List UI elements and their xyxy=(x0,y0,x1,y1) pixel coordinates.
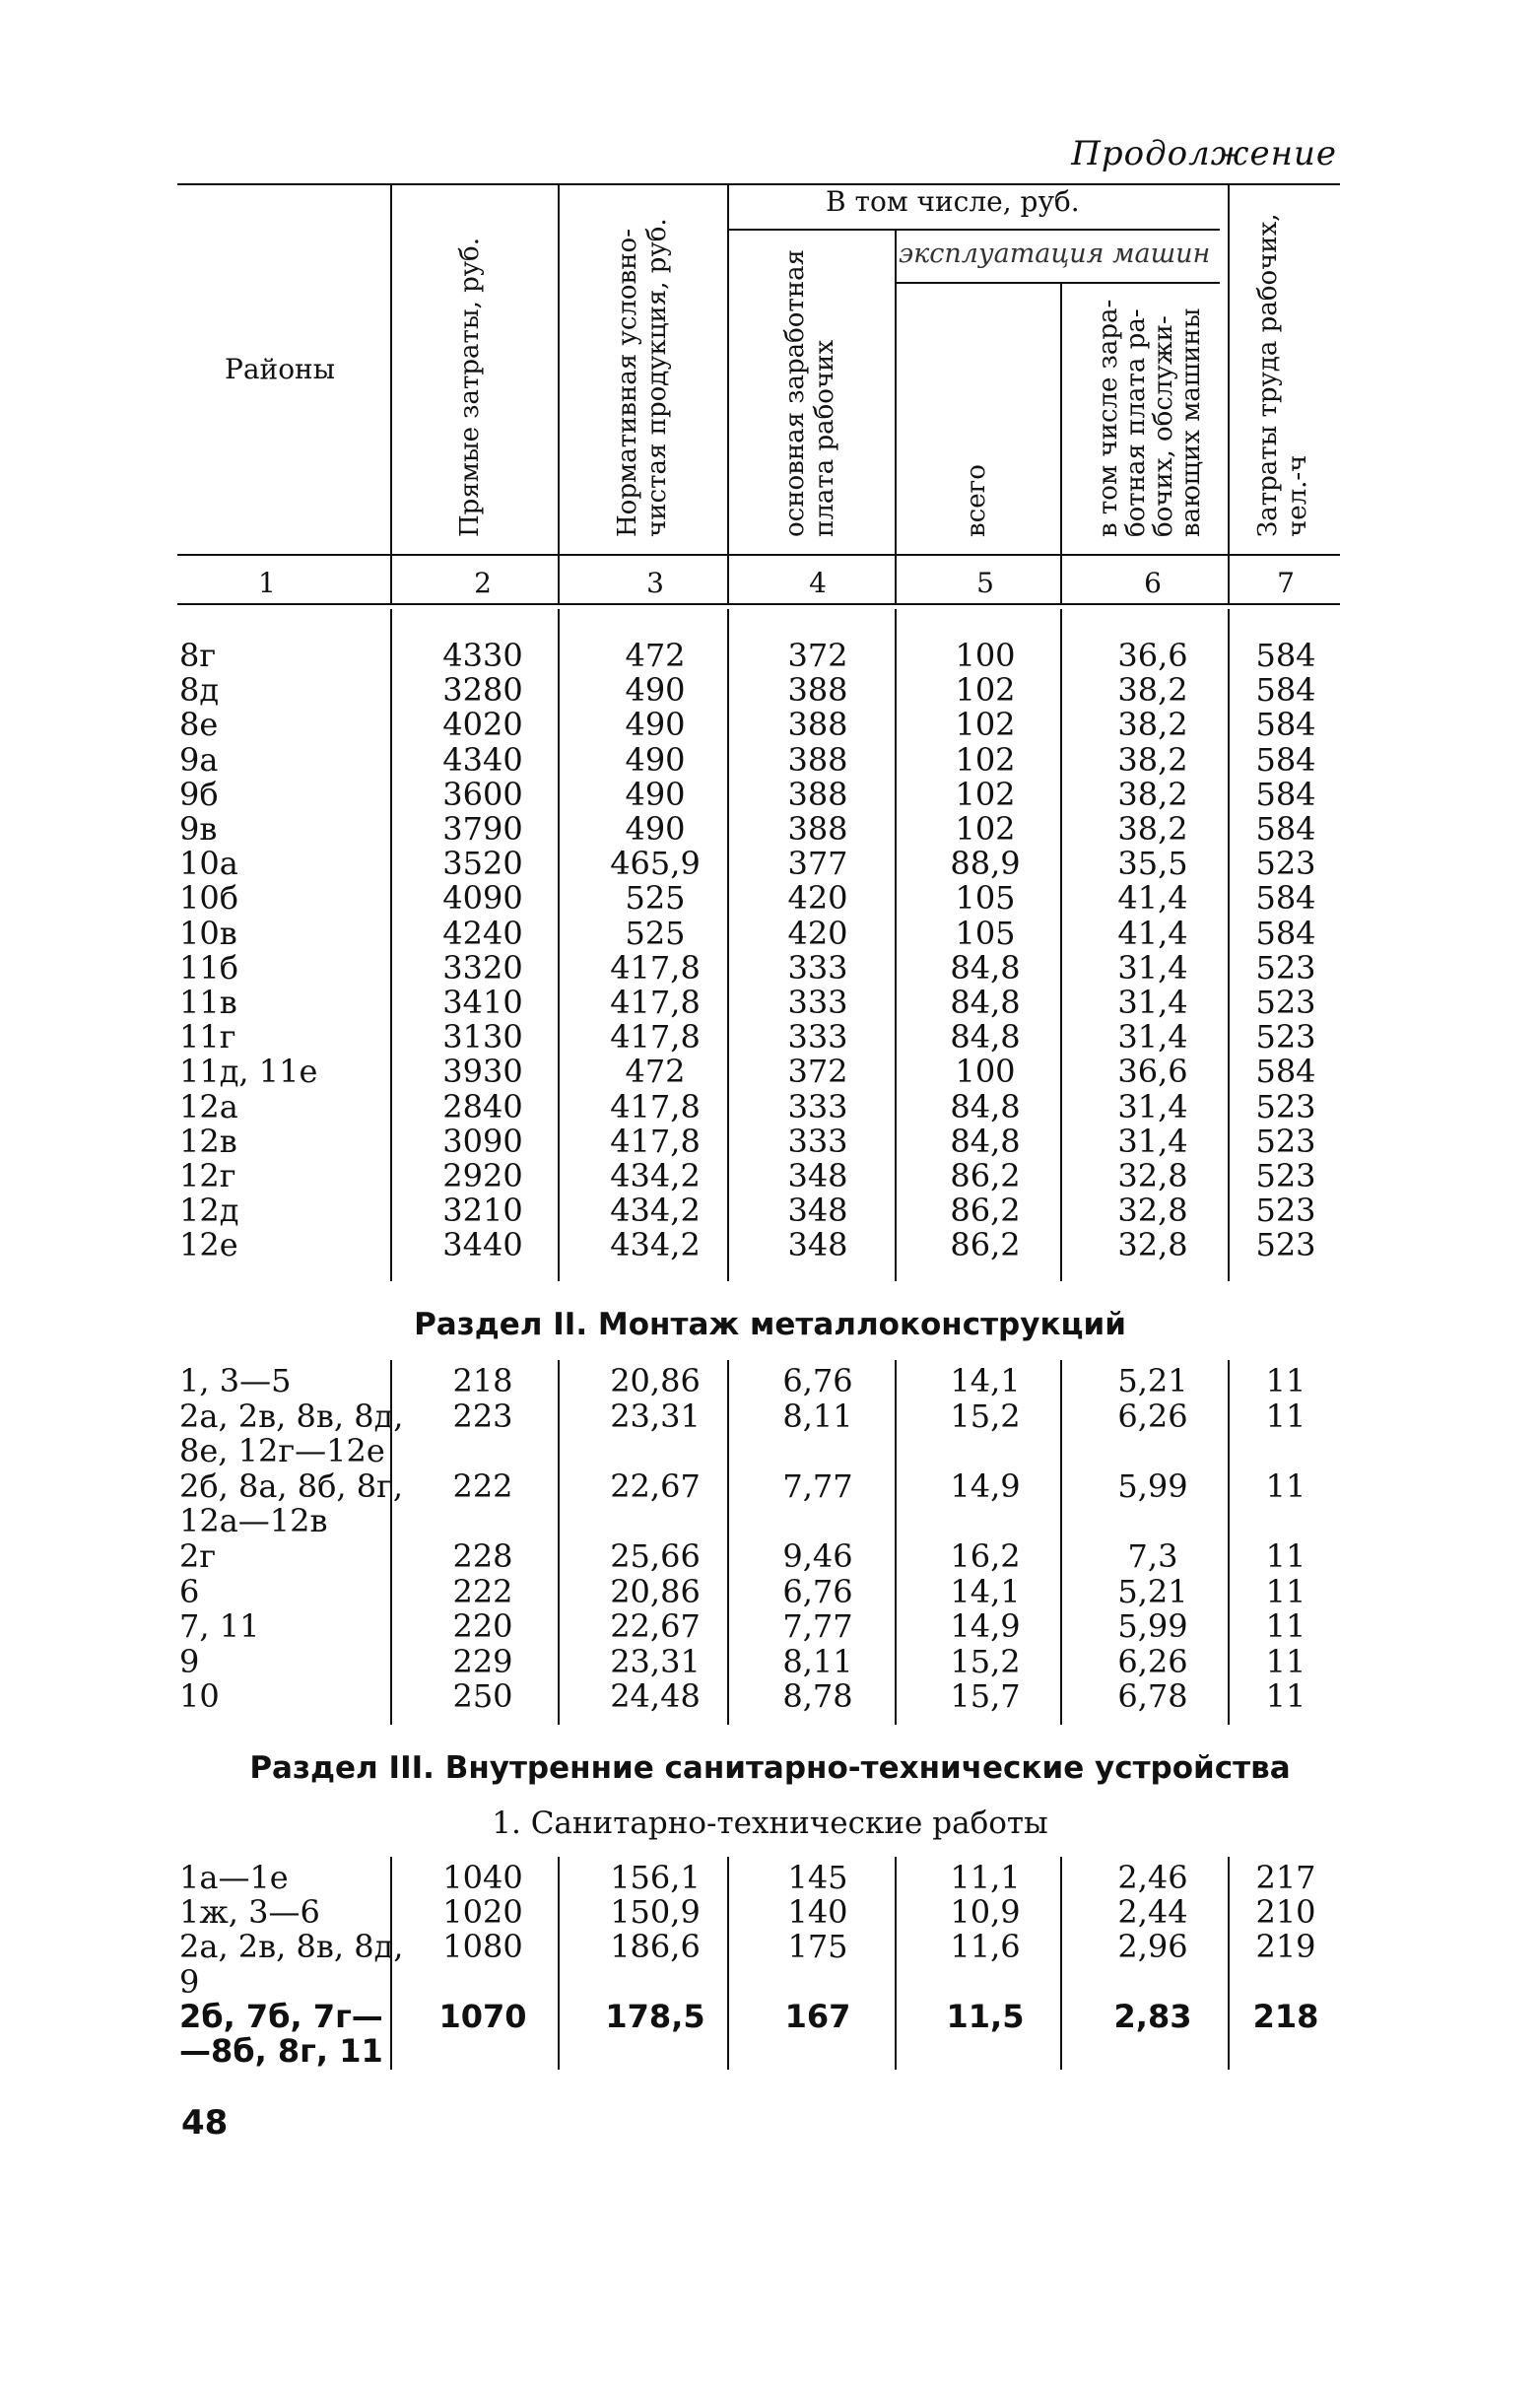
value-cell: 219 xyxy=(1255,1928,1316,1966)
value-cell: 11 xyxy=(1265,1397,1306,1435)
table-row xyxy=(0,1159,1540,1193)
value-cell: 434,2 xyxy=(610,1157,701,1194)
value-cell: 14,9 xyxy=(950,1466,1021,1505)
header-col-divider xyxy=(390,183,392,603)
header-col-divider xyxy=(558,183,560,603)
value-cell: 86,2 xyxy=(950,1192,1021,1230)
value-cell: 584 xyxy=(1255,810,1316,848)
value-cell: 38,2 xyxy=(1117,740,1188,779)
value-cell: 472 xyxy=(625,637,686,674)
col-machine-total-header: всего xyxy=(962,464,991,537)
district-cell: 10в xyxy=(179,914,237,952)
value-cell: 584 xyxy=(1255,706,1316,744)
value-cell: 333 xyxy=(787,948,848,987)
value-cell: 333 xyxy=(787,1122,848,1160)
group-including-header: В том числе, руб. xyxy=(826,185,1080,218)
district-cell: 12д xyxy=(179,1192,239,1230)
value-cell: 584 xyxy=(1255,879,1316,918)
value-cell: 84,8 xyxy=(950,1018,1021,1057)
value-cell: 4340 xyxy=(442,740,523,779)
value-cell: 6,76 xyxy=(782,1362,853,1399)
value-cell: 23,31 xyxy=(610,1642,701,1680)
table-top-rule xyxy=(177,183,1340,185)
value-cell: 223 xyxy=(452,1397,513,1435)
col-machine-wage-header-l1: в том числе зара- xyxy=(1094,299,1123,537)
value-cell: 584 xyxy=(1255,740,1316,779)
value-cell: 11 xyxy=(1265,1537,1306,1575)
value-cell: 84,8 xyxy=(950,984,1021,1021)
table-row xyxy=(0,914,1540,952)
col-number: 7 xyxy=(1277,567,1295,599)
value-cell: 84,8 xyxy=(950,1087,1021,1125)
table-row xyxy=(0,1609,1540,1644)
value-cell: 372 xyxy=(787,637,848,674)
value-cell: 2920 xyxy=(442,1157,523,1194)
value-cell: 417,8 xyxy=(610,948,701,987)
table-row xyxy=(0,740,1540,779)
numbers-bottom-rule xyxy=(177,603,1340,605)
col-number: 4 xyxy=(809,567,827,599)
value-cell: 7,77 xyxy=(782,1607,853,1646)
district-cell: 12а—12в xyxy=(179,1502,328,1540)
value-cell: 420 xyxy=(787,879,848,918)
value-cell: 388 xyxy=(787,706,848,744)
value-cell: 140 xyxy=(787,1893,848,1932)
value-cell: 20,86 xyxy=(610,1572,701,1610)
value-cell: 9,46 xyxy=(782,1537,853,1575)
value-cell: 14,1 xyxy=(950,1572,1021,1610)
value-cell: 1070 xyxy=(438,1997,527,2035)
table-row xyxy=(0,847,1540,881)
value-cell: 523 xyxy=(1255,1087,1316,1125)
district-cell: 10 xyxy=(179,1677,220,1716)
value-cell: 88,9 xyxy=(950,845,1021,883)
value-cell: 15,7 xyxy=(950,1677,1021,1716)
table-row xyxy=(0,1572,1540,1610)
value-cell: 333 xyxy=(787,1018,848,1057)
value-cell: 41,4 xyxy=(1117,879,1188,918)
value-cell: 84,8 xyxy=(950,948,1021,987)
value-cell: 229 xyxy=(452,1642,513,1680)
value-cell: 84,8 xyxy=(950,1122,1021,1160)
district-cell: 9 xyxy=(179,1642,200,1680)
value-cell: 525 xyxy=(625,914,686,952)
value-cell: 525 xyxy=(625,879,686,918)
value-cell: 6,26 xyxy=(1117,1397,1188,1435)
page-number: 48 xyxy=(181,2103,229,2143)
value-cell: 3130 xyxy=(442,1018,523,1057)
value-cell: 11,5 xyxy=(946,1997,1025,2035)
value-cell: 14,1 xyxy=(950,1362,1021,1399)
value-cell: 102 xyxy=(955,706,1016,744)
col-direct-costs-header: Прямые затраты, руб. xyxy=(455,238,485,537)
value-cell: 4020 xyxy=(442,706,523,744)
value-cell: 377 xyxy=(787,845,848,883)
district-cell: 12е xyxy=(179,1226,238,1264)
district-cell: 1ж, 3—6 xyxy=(179,1893,320,1932)
value-cell: 434,2 xyxy=(610,1192,701,1230)
district-cell: 12а xyxy=(179,1087,238,1125)
table-row xyxy=(0,1504,1540,1538)
value-cell: 465,9 xyxy=(610,845,701,883)
value-cell: 388 xyxy=(787,671,848,710)
value-cell: 6,76 xyxy=(782,1572,853,1610)
district-cell: 1а—1е xyxy=(179,1859,289,1896)
table-row xyxy=(0,1895,1540,1930)
district-cell: 9б xyxy=(179,775,219,813)
district-cell: 12в xyxy=(179,1122,237,1160)
district-cell: 9 xyxy=(179,1962,200,2001)
value-cell: 2,96 xyxy=(1117,1928,1188,1966)
section2-title: Раздел II. Монтаж металлоконструкций xyxy=(414,1307,1126,1342)
district-cell: 2а, 2в, 8в, 8д, xyxy=(179,1397,404,1435)
value-cell: 105 xyxy=(955,914,1016,952)
district-cell: 11в xyxy=(179,984,237,1021)
table-row xyxy=(0,986,1540,1020)
table-row xyxy=(0,1087,1540,1125)
col-labor-header-l1: Затраты труда рабочих, xyxy=(1253,213,1283,537)
header-col-divider xyxy=(1228,183,1230,603)
district-cell: 8г xyxy=(179,637,217,674)
value-cell: 584 xyxy=(1255,1053,1316,1091)
value-cell: 31,4 xyxy=(1117,948,1188,987)
header-col-divider xyxy=(727,183,729,603)
value-cell: 11 xyxy=(1265,1362,1306,1399)
value-cell: 584 xyxy=(1255,637,1316,674)
table-row xyxy=(0,639,1540,673)
value-cell: 10,9 xyxy=(950,1893,1021,1932)
district-cell: 2б, 8а, 8б, 8г, xyxy=(179,1466,404,1505)
value-cell: 218 xyxy=(1252,1997,1319,2035)
district-cell: 7, 11 xyxy=(179,1607,260,1646)
district-cell: 6 xyxy=(179,1572,200,1610)
table-row xyxy=(0,812,1540,847)
table-row xyxy=(0,881,1540,916)
header-col-divider xyxy=(895,231,897,603)
section3-title: Раздел III. Внутренние санитарно-технические устройства xyxy=(249,1750,1291,1786)
district-cell: 8е, 12г—12е xyxy=(179,1432,385,1470)
value-cell: 490 xyxy=(625,810,686,848)
table-row xyxy=(0,2034,1540,2069)
table-row xyxy=(0,1997,1540,2035)
value-cell: 523 xyxy=(1255,1192,1316,1230)
value-cell: 490 xyxy=(625,775,686,813)
value-cell: 23,31 xyxy=(610,1397,701,1435)
value-cell: 5,99 xyxy=(1117,1607,1188,1646)
value-cell: 490 xyxy=(625,740,686,779)
value-cell: 38,2 xyxy=(1117,775,1188,813)
value-cell: 11 xyxy=(1265,1642,1306,1680)
value-cell: 348 xyxy=(787,1192,848,1230)
value-cell: 3520 xyxy=(442,845,523,883)
value-cell: 16,2 xyxy=(950,1537,1021,1575)
value-cell: 100 xyxy=(955,1053,1016,1091)
value-cell: 150,9 xyxy=(610,1893,701,1932)
value-cell: 348 xyxy=(787,1226,848,1264)
value-cell: 4330 xyxy=(442,637,523,674)
col-labor-header-l2: чел.-ч xyxy=(1283,454,1312,537)
value-cell: 584 xyxy=(1255,775,1316,813)
value-cell: 472 xyxy=(625,1053,686,1091)
table-row xyxy=(0,1539,1540,1574)
district-cell: 2г xyxy=(179,1537,217,1575)
value-cell: 333 xyxy=(787,1087,848,1125)
value-cell: 3280 xyxy=(442,671,523,710)
value-cell: 8,78 xyxy=(782,1677,853,1716)
value-cell: 523 xyxy=(1255,1122,1316,1160)
district-cell: 11б xyxy=(179,948,238,987)
header-bottom-rule xyxy=(177,554,1340,556)
value-cell: 36,6 xyxy=(1117,637,1188,674)
section3-subtitle: 1. Санитарно-технические работы xyxy=(492,1806,1048,1841)
value-cell: 11 xyxy=(1265,1677,1306,1716)
group-including-rule xyxy=(727,229,1220,231)
value-cell: 105 xyxy=(955,879,1016,918)
value-cell: 7,77 xyxy=(782,1466,853,1505)
value-cell: 38,2 xyxy=(1117,706,1188,744)
value-cell: 417,8 xyxy=(610,1018,701,1057)
table-row xyxy=(0,1364,1540,1398)
value-cell: 186,6 xyxy=(610,1928,701,1966)
district-cell: 10а xyxy=(179,845,238,883)
value-cell: 102 xyxy=(955,671,1016,710)
value-cell: 4240 xyxy=(442,914,523,952)
table-row xyxy=(0,1055,1540,1089)
value-cell: 11 xyxy=(1265,1572,1306,1610)
value-cell: 210 xyxy=(1255,1893,1316,1932)
table-row xyxy=(0,1434,1540,1468)
col-number: 3 xyxy=(646,567,664,599)
col-normative-net-header-l2: чистая продукция, руб. xyxy=(642,218,672,537)
col-base-wage-header-l1: основная заработная xyxy=(780,248,810,537)
value-cell: 41,4 xyxy=(1117,914,1188,952)
table-row xyxy=(0,1642,1540,1680)
value-cell: 8,11 xyxy=(782,1397,853,1435)
value-cell: 417,8 xyxy=(610,1122,701,1160)
value-cell: 2,44 xyxy=(1117,1893,1188,1932)
value-cell: 417,8 xyxy=(610,1087,701,1125)
value-cell: 31,4 xyxy=(1117,1018,1188,1057)
value-cell: 8,11 xyxy=(782,1642,853,1680)
value-cell: 490 xyxy=(625,706,686,744)
value-cell: 20,86 xyxy=(610,1362,701,1399)
table-row xyxy=(0,673,1540,708)
value-cell: 523 xyxy=(1255,845,1316,883)
value-cell: 584 xyxy=(1255,914,1316,952)
value-cell: 348 xyxy=(787,1157,848,1194)
value-cell: 6,26 xyxy=(1117,1642,1188,1680)
value-cell: 523 xyxy=(1255,948,1316,987)
group-machine-header: эксплуатация машин xyxy=(899,239,1211,269)
col-district-header: Районы xyxy=(225,353,335,385)
district-cell: 9а xyxy=(179,740,219,779)
value-cell: 86,2 xyxy=(950,1157,1021,1194)
value-cell: 15,2 xyxy=(950,1642,1021,1680)
value-cell: 11,6 xyxy=(950,1928,1021,1966)
value-cell: 220 xyxy=(452,1607,513,1646)
value-cell: 417,8 xyxy=(610,984,701,1021)
value-cell: 15,2 xyxy=(950,1397,1021,1435)
value-cell: 420 xyxy=(787,914,848,952)
district-cell: 8е xyxy=(179,706,219,744)
table-row xyxy=(0,708,1540,742)
value-cell: 523 xyxy=(1255,984,1316,1021)
table-row xyxy=(0,1193,1540,1228)
table-row xyxy=(0,1930,1540,1964)
value-cell: 4090 xyxy=(442,879,523,918)
value-cell: 218 xyxy=(452,1362,513,1399)
value-cell: 100 xyxy=(955,637,1016,674)
col-normative-net-header-l1: Нормативная условно- xyxy=(613,229,642,537)
value-cell: 24,48 xyxy=(610,1677,701,1716)
value-cell: 3210 xyxy=(442,1192,523,1230)
value-cell: 523 xyxy=(1255,1226,1316,1264)
value-cell: 1080 xyxy=(442,1928,523,1966)
value-cell: 3790 xyxy=(442,810,523,848)
col-machine-wage-header-l3: бочих, обслужи- xyxy=(1149,315,1178,537)
table-row xyxy=(0,1020,1540,1055)
value-cell: 3320 xyxy=(442,948,523,987)
value-cell: 3600 xyxy=(442,775,523,813)
value-cell: 32,8 xyxy=(1117,1157,1188,1194)
value-cell: 2,83 xyxy=(1113,1997,1192,2035)
value-cell: 11,1 xyxy=(950,1859,1021,1896)
value-cell: 3930 xyxy=(442,1053,523,1091)
col-number: 5 xyxy=(976,567,994,599)
value-cell: 1020 xyxy=(442,1893,523,1932)
value-cell: 25,66 xyxy=(610,1537,701,1575)
value-cell: 584 xyxy=(1255,671,1316,710)
value-cell: 38,2 xyxy=(1117,810,1188,848)
value-cell: 32,8 xyxy=(1117,1192,1188,1230)
district-cell: 10б xyxy=(179,879,238,918)
value-cell: 5,21 xyxy=(1117,1362,1188,1399)
value-cell: 14,9 xyxy=(950,1607,1021,1646)
value-cell: 22,67 xyxy=(610,1607,701,1646)
value-cell: 388 xyxy=(787,810,848,848)
value-cell: 178,5 xyxy=(605,1997,705,2035)
value-cell: 11 xyxy=(1265,1466,1306,1505)
value-cell: 333 xyxy=(787,984,848,1021)
value-cell: 7,3 xyxy=(1127,1537,1178,1575)
value-cell: 175 xyxy=(787,1928,848,1966)
district-cell: 8д xyxy=(179,671,220,710)
value-cell: 22,67 xyxy=(610,1466,701,1505)
col-machine-wage-header-l2: ботная плата ра- xyxy=(1121,308,1151,537)
district-cell: 12г xyxy=(179,1157,236,1194)
value-cell: 228 xyxy=(452,1537,513,1575)
table-row xyxy=(0,1466,1540,1505)
value-cell: 11 xyxy=(1265,1607,1306,1646)
column-numbers-row xyxy=(0,566,1540,600)
value-cell: 6,78 xyxy=(1117,1677,1188,1716)
value-cell: 36,6 xyxy=(1117,1053,1188,1091)
district-cell: —8б, 8г, 11 xyxy=(179,2032,383,2070)
value-cell: 388 xyxy=(787,740,848,779)
value-cell: 31,4 xyxy=(1117,1122,1188,1160)
value-cell: 217 xyxy=(1255,1859,1316,1896)
value-cell: 156,1 xyxy=(610,1859,701,1896)
table-row xyxy=(0,1962,1540,2001)
value-cell: 2840 xyxy=(442,1087,523,1125)
col-number: 1 xyxy=(258,567,276,599)
value-cell: 31,4 xyxy=(1117,984,1188,1021)
value-cell: 250 xyxy=(452,1677,513,1716)
value-cell: 1040 xyxy=(442,1859,523,1896)
value-cell: 31,4 xyxy=(1117,1087,1188,1125)
value-cell: 372 xyxy=(787,1053,848,1091)
group-machine-rule xyxy=(895,282,1220,284)
value-cell: 102 xyxy=(955,740,1016,779)
table-row xyxy=(0,1861,1540,1895)
value-cell: 145 xyxy=(787,1859,848,1896)
district-cell: 11г xyxy=(179,1018,236,1057)
value-cell: 434,2 xyxy=(610,1226,701,1264)
value-cell: 38,2 xyxy=(1117,671,1188,710)
value-cell: 32,8 xyxy=(1117,1226,1188,1264)
district-cell: 2б, 7б, 7г— xyxy=(179,1997,383,2035)
col-number: 2 xyxy=(474,567,492,599)
district-cell: 2а, 2в, 8в, 8д, xyxy=(179,1928,404,1966)
value-cell: 3410 xyxy=(442,984,523,1021)
value-cell: 490 xyxy=(625,671,686,710)
value-cell: 102 xyxy=(955,775,1016,813)
col-base-wage-header-l2: плата рабочих xyxy=(810,339,839,537)
value-cell: 523 xyxy=(1255,1157,1316,1194)
value-cell: 3090 xyxy=(442,1122,523,1160)
value-cell: 3440 xyxy=(442,1226,523,1264)
table-row xyxy=(0,948,1540,987)
value-cell: 523 xyxy=(1255,1018,1316,1057)
table-row xyxy=(0,1679,1540,1714)
table-row xyxy=(0,1228,1540,1262)
value-cell: 86,2 xyxy=(950,1226,1021,1264)
value-cell: 35,5 xyxy=(1117,845,1188,883)
table-row xyxy=(0,1399,1540,1434)
district-cell: 1, 3—5 xyxy=(179,1362,292,1399)
value-cell: 102 xyxy=(955,810,1016,848)
value-cell: 388 xyxy=(787,775,848,813)
value-cell: 222 xyxy=(452,1572,513,1610)
district-cell: 9в xyxy=(179,810,218,848)
value-cell: 5,99 xyxy=(1117,1466,1188,1505)
col-machine-wage-header-l4: вающих машины xyxy=(1176,307,1206,537)
value-cell: 167 xyxy=(784,1997,851,2035)
value-cell: 5,21 xyxy=(1117,1572,1188,1610)
district-cell: 11д, 11е xyxy=(179,1053,318,1091)
header-col-divider xyxy=(1060,284,1062,603)
table-row xyxy=(0,1122,1540,1160)
value-cell: 2,46 xyxy=(1117,1859,1188,1896)
table-row xyxy=(0,775,1540,813)
continuation-label: Продолжение xyxy=(1071,134,1337,173)
value-cell: 222 xyxy=(452,1466,513,1505)
col-number: 6 xyxy=(1144,567,1162,599)
